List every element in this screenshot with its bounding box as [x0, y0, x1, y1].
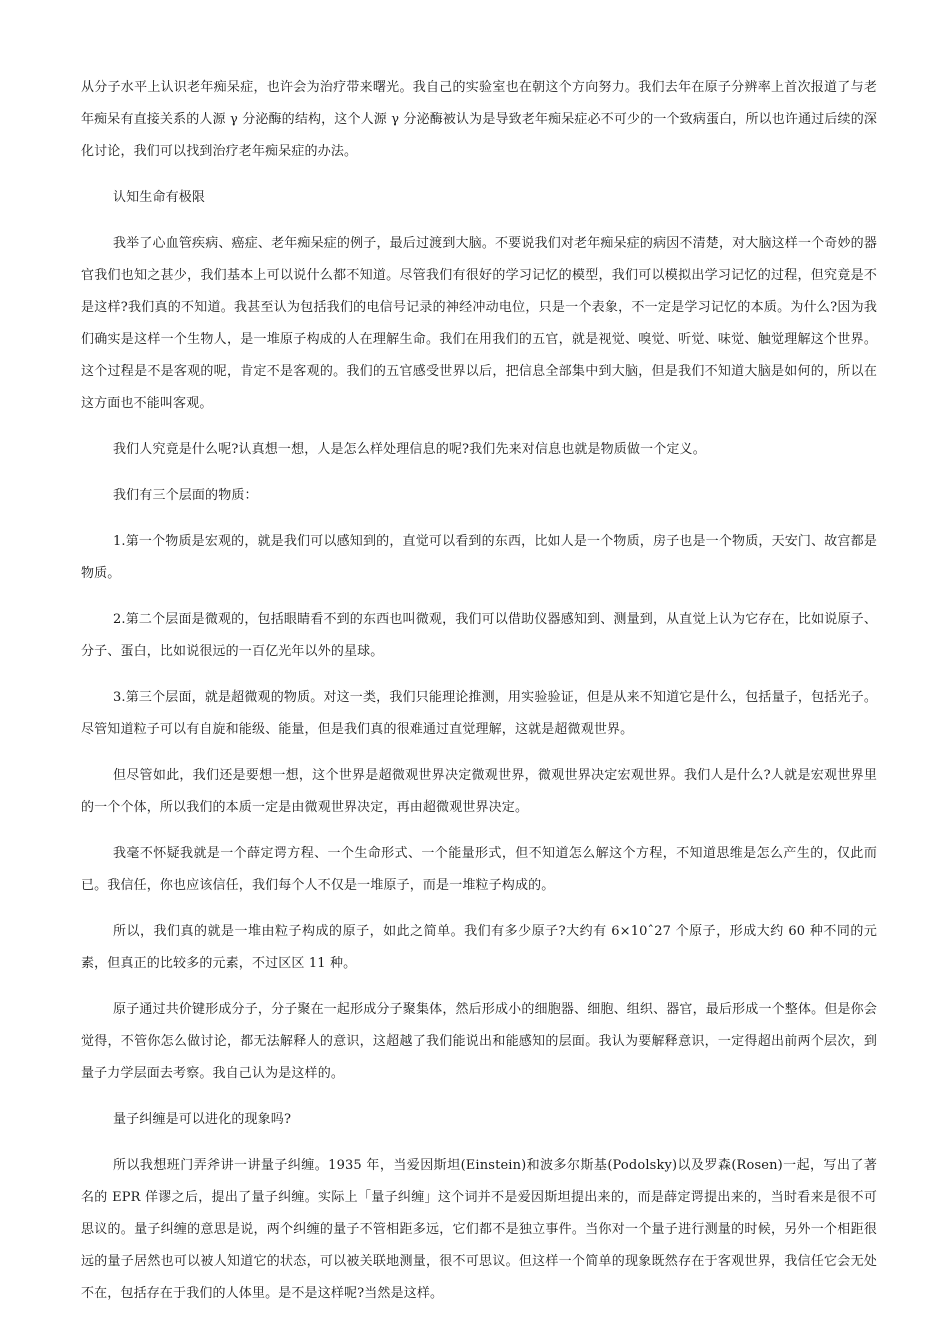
paragraph-consciousness: 原子通过共价键形成分子，分子聚在一起形成分子聚集体，然后形成小的细胞器、细胞、组织、器官，最后形成一个整体。但是你会觉得，不管你怎么做讨论，都无法解释人的意识，这超越了我们能说出和能感知的层面。我认为要解释意识，一定得超出前两个层次，到量子力学层面去考察。我自己认为是这样的。 [81, 1002, 877, 1081]
paragraph-schrodinger-equation: 我毫不怀疑我就是一个薛定谔方程、一个生命形式、一个能量形式，但不知道怎么解这个方程，不知道思维是怎么产生的，仅此而已。我信任，你也应该信任，我们每个人不仅是一堆原子，而是一堆粒子构成的。 [81, 846, 877, 893]
paragraph-atom-count: 所以，我们真的就是一堆由粒子构成的原子，如此之简单。我们有多少原子?大约有 6×10ˆ27 个原子，形成大约 60 种不同的元素，但真正的比较多的元素，不过区区 11 种。 [81, 924, 877, 971]
paragraph-level-micro: 2.第二个层面是微观的，包括眼睛看不到的东西也叫微观，我们可以借助仪器感知到、测量到，从直觉上认为它存在，比如说原子、分子、蛋白，比如说很远的一百亿光年以外的星球。 [81, 612, 877, 659]
paragraph-world-determination: 但尽管如此，我们还是要想一想，这个世界是超微观世界决定微观世界，微观世界决定宏观世界。我们人是什么?人就是宏观世界里的一个个体，所以我们的本质一定是由微观世界决定，再由超微观世界决定。 [81, 768, 877, 815]
paragraph-three-levels-intro: 我们有三个层面的物质： [113, 488, 258, 503]
paragraph-what-are-humans: 我们人究竟是什么呢?认真想一想，人是怎么样处理信息的呢?我们先来对信息也就是物质做一个定义。 [113, 442, 706, 457]
document-page [81, 72, 877, 1324]
section-heading-cognition-limits: 认知生命有极限 [113, 190, 206, 205]
paragraph-level-ultramicro: 3.第三个层面，就是超微观的物质。对这一类，我们只能理论推测，用实验验证，但是从来不知道它是什么，包括量子，包括光子。尽管知道粒子可以有自旋和能级、能量，但是我们真的很难通过直觉理解，这就是超微观世界。 [81, 690, 877, 737]
paragraph-level-macro: 1.第一个物质是宏观的，就是我们可以感知到的，直觉可以看到的东西，比如人是一个物质，房子也是一个物质，天安门、故宫都是物质。 [81, 534, 877, 581]
section-heading-quantum-entanglement: 量子纠缠是可以进化的现象吗? [113, 1112, 292, 1127]
paragraph-brain-unknown: 我举了心血管疾病、癌症、老年痴呆症的例子，最后过渡到大脑。不要说我们对老年痴呆症的病因不清楚，对大脑这样一个奇妙的器官我们也知之甚少，我们基本上可以说什么都不知道。尽管我们有很好的学习记忆的模型，我们可以模拟出学习记忆的过程，但究竟是不是这样?我们真的不知道。我甚至认为包括我们的电信号记录的神经冲动电位，只是一个表象，不一定是学习记忆的本质。为什么?因为我们确实是这样一个生物人，是一堆原子构成的人在理解生命。我们在用我们的五官，就是视觉、嗅觉、听觉、味觉、触觉理解这个世界。这个过程是不是客观的呢，肯定不是客观的。我们的五官感受世界以后，把信息全部集中到大脑，但是我们不知道大脑是如何的，所以在这方面也不能叫客观。 [81, 236, 877, 411]
paragraph-alzheimers-research: 从分子水平上认识老年痴呆症，也许会为治疗带来曙光。我自己的实验室也在朝这个方向努力。我们去年在原子分辨率上首次报道了与老年痴呆有直接关系的人源 γ 分泌酶的结构，这个人源 γ 分泌酶被认为是导致老年痴呆症必不可少的一个致病蛋白，所以也许通过后续的深化讨论，我们可以找到治疗老年痴呆症的办法。 [81, 80, 877, 159]
paragraph-entanglement: 所以我想班门弄斧讲一讲量子纠缠。1935 年，当爱因斯坦(Einstein)和波多尔斯基(Podolsky)以及罗森(Rosen)一起，写出了著名的 EPR 佯谬之后，提出了量子纠缠。实际上「量子纠缠」这个词并不是爱因斯坦提出来的，而是薛定谔提出来的，当时看来是很不可思议的。量子纠缠的意思是说，两个纠缠的量子不管相距多远，它们都不是独立事件。当你对一个量子进行测量的时候，另外一个相距很远的量子居然也可以被人知道它的状态，可以被关联地测量，很不可思议。但这样一个简单的现象既然存在于客观世界，我信任它会无处不在，包括存在于我们的人体里。是不是这样呢?当然是这样。 [81, 1158, 877, 1301]
